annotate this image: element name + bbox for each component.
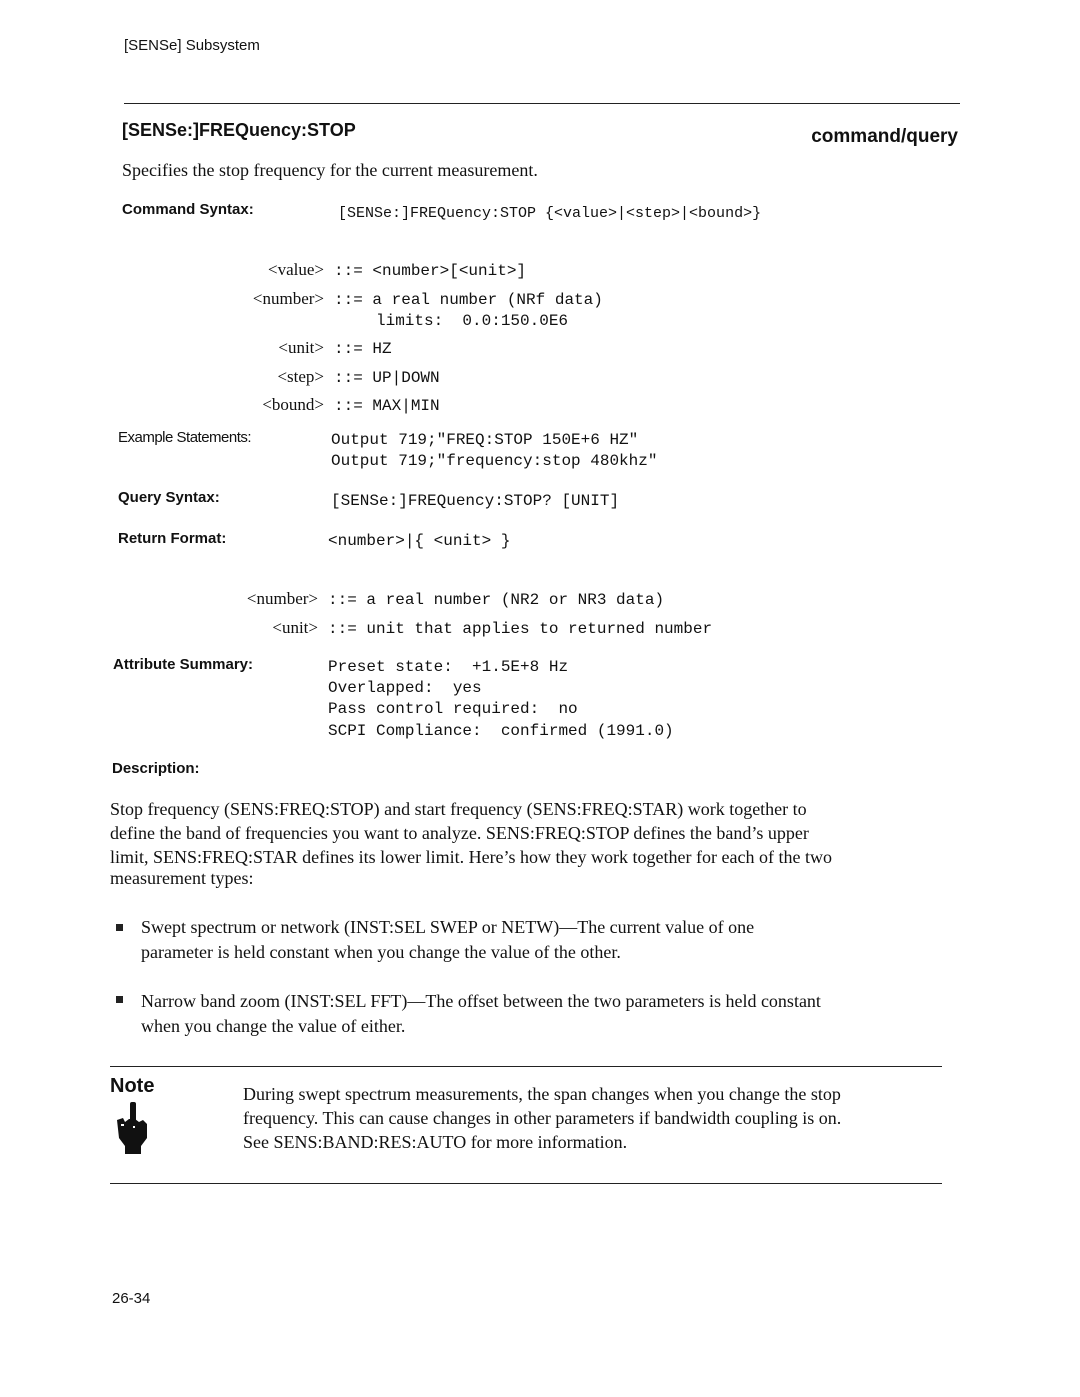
description-line: define the band of frequencies you want to analyze. SENS:FREQ:STOP defines the band’s upper — [110, 823, 809, 843]
def-term: <number> — [246, 589, 318, 608]
def-definition: ::= UP|DOWN — [334, 369, 440, 387]
note-label: Note — [110, 1075, 155, 1097]
note-line: See SENS:BAND:RES:AUTO for more information. — [243, 1132, 628, 1152]
return-format-value: <number>|{ <unit> } — [328, 532, 511, 550]
def-term: <value> — [268, 260, 324, 279]
def-limits: limits: 0.0:150.0E6 — [376, 312, 569, 330]
def-term: <step> — [277, 367, 324, 386]
description-line: limit, SENS:FREQ:STAR defines its lower limit. Here’s how they work together for each of the two — [110, 847, 832, 867]
def-term: <bound> — [262, 395, 324, 414]
def-term: <unit> — [272, 618, 318, 637]
query-syntax-label: Query Syntax: — [118, 489, 220, 506]
note-line: During swept spectrum measurements, the span changes when you change the stop — [243, 1084, 841, 1104]
def-definition: ::= a real number (NR2 or NR3 data) — [328, 591, 665, 609]
bullet-line: Narrow band zoom (INST:SEL FFT)—The offset between the two parameters is held constant — [141, 991, 821, 1011]
attribute-line: Preset state: +1.5E+8 Hz — [328, 658, 569, 676]
description-label: Description: — [112, 760, 200, 777]
example-label: Example Statements: — [118, 429, 252, 446]
def-term: <unit> — [278, 338, 324, 357]
running-header: [SENSe] Subsystem — [124, 37, 260, 54]
page-number: 26-34 — [112, 1290, 151, 1307]
query-syntax-value: [SENSe:]FREQuency:STOP? [UNIT] — [331, 492, 620, 510]
title-rule — [124, 103, 960, 104]
def-definition: ::= unit that applies to returned number — [328, 620, 713, 638]
attribute-summary-label: Attribute Summary: — [113, 656, 254, 673]
bullet-line: when you change the value of either. — [141, 1016, 406, 1036]
def-definition: ::= MAX|MIN — [334, 397, 440, 415]
command-syntax-value: [SENSe:]FREQuency:STOP {<value>|<step>|<bound>} — [338, 205, 762, 222]
command-syntax-label: Command Syntax: — [122, 201, 254, 218]
bullet-marker — [116, 924, 123, 931]
command-title: [SENSe:]FREQuency:STOP — [122, 120, 356, 140]
bullet-line: parameter is held constant when you change the value of the other. — [141, 942, 621, 962]
example-line: Output 719;"frequency:stop 480khz" — [331, 452, 658, 470]
def-definition: ::= a real number (NRf data) — [334, 291, 603, 309]
def-definition: ::= HZ — [334, 340, 392, 358]
attribute-line: Overlapped: yes — [328, 679, 482, 697]
description-line: Stop frequency (SENS:FREQ:STOP) and start frequency (SENS:FREQ:STAR) work together to — [110, 799, 807, 819]
description-line: measurement types: — [110, 868, 254, 888]
attribute-line: SCPI Compliance: confirmed (1991.0) — [328, 722, 674, 740]
return-format-label: Return Format: — [118, 530, 227, 547]
attribute-line: Pass control required: no — [328, 700, 578, 718]
summary: Specifies the stop frequency for the current measurement. — [122, 160, 538, 180]
bullet-marker — [116, 996, 123, 1003]
def-term: <number> — [252, 289, 324, 308]
note-top-rule — [110, 1066, 942, 1067]
example-line: Output 719;"FREQ:STOP 150E+6 HZ" — [331, 431, 639, 449]
def-definition: ::= <number>[<unit>] — [334, 262, 527, 280]
bullet-line: Swept spectrum or network (INST:SEL SWEP or NETW)—The current value of one — [141, 917, 755, 937]
command-type: command/query — [811, 126, 958, 147]
note-bottom-rule — [110, 1183, 942, 1184]
note-line: frequency. This can cause changes in other parameters if bandwidth coupling is on. — [243, 1108, 842, 1128]
pointing-hand-icon — [113, 1100, 153, 1156]
